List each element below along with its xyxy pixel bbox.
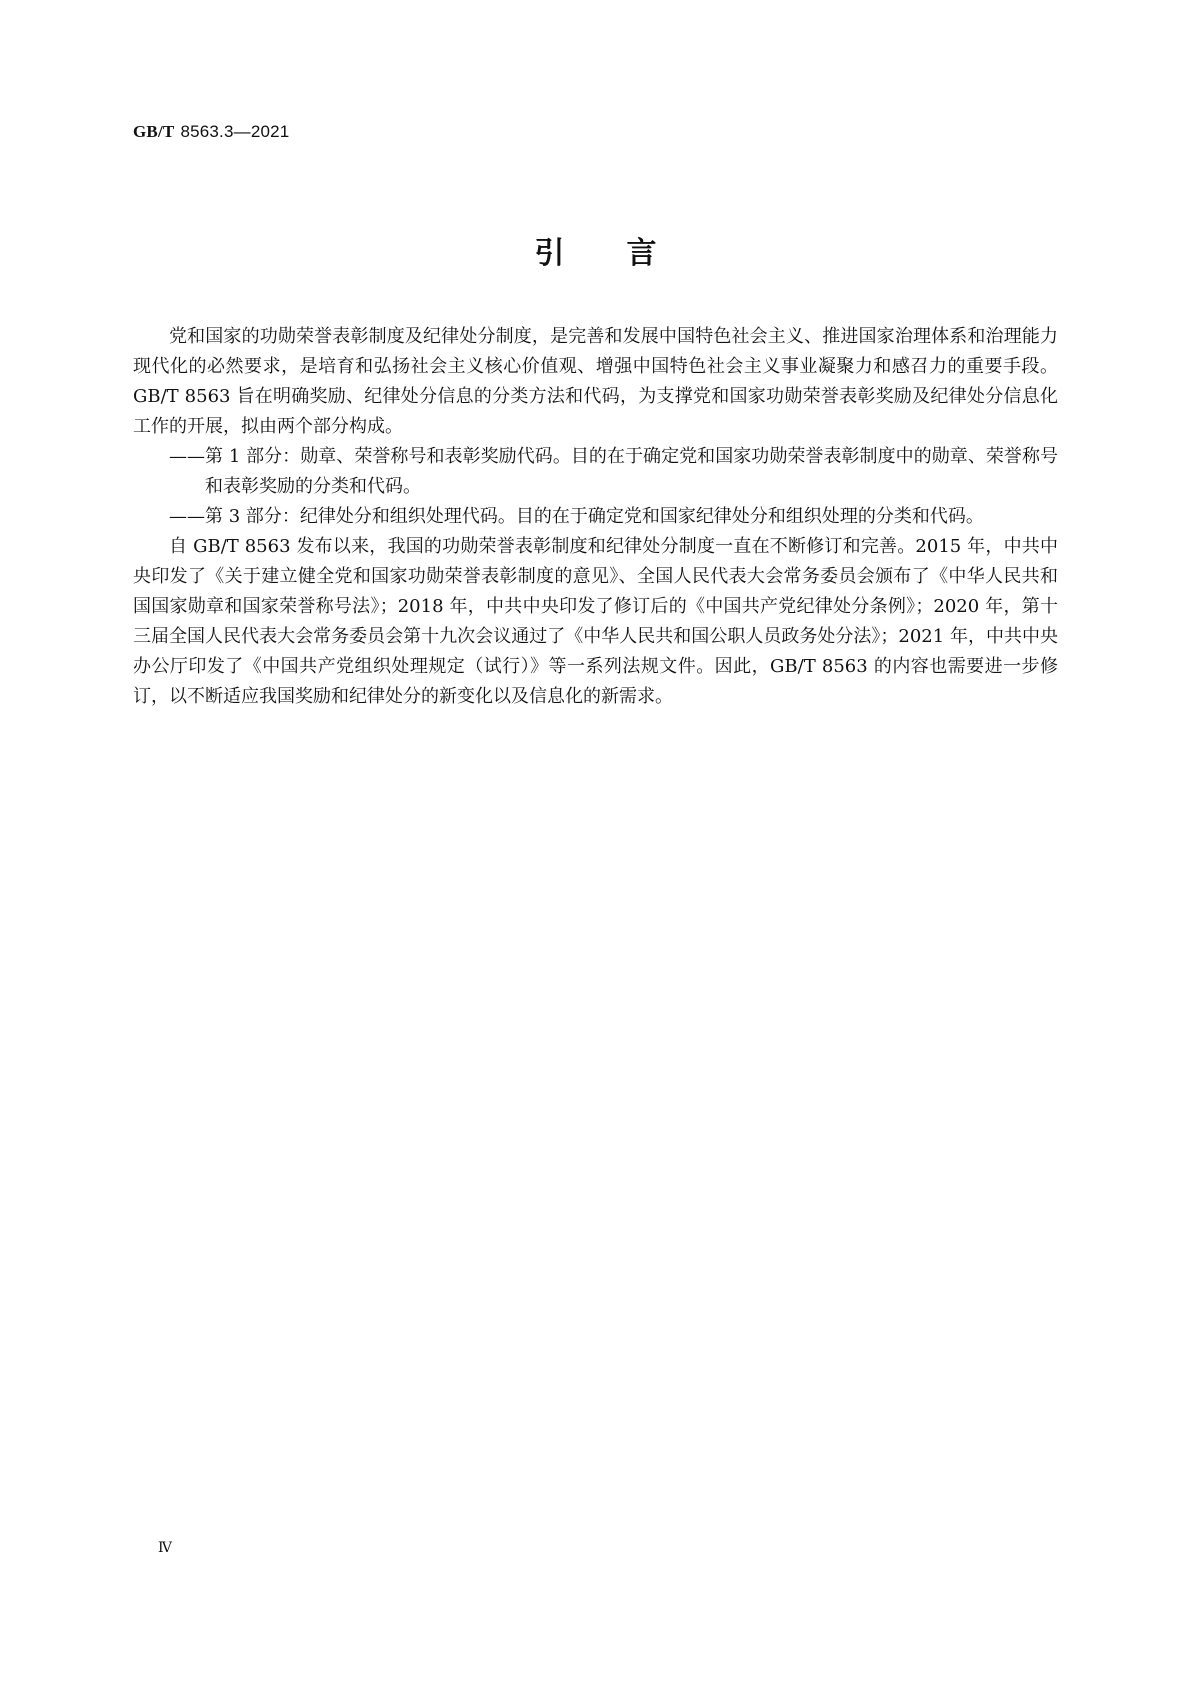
part-1-item: ——第 1 部分：勋章、荣誉称号和表彰奖励代码。目的在于确定党和国家功勋荣誉表彰制度中的勋章、荣誉称号和表彰奖励的分类和代码。 — [169, 446, 1058, 497]
title-char-2: 言 — [626, 236, 657, 271]
part-3-item: ——第 3 部分：纪律处分和组织处理代码。目的在于确定党和国家纪律处分和组织处理的分类和代码。 — [169, 506, 984, 527]
page-title — [0, 228, 1191, 272]
standard-designation — [133, 122, 289, 142]
history-paragraph: 自 GB/T 8563 发布以来，我国的功勋荣誉表彰制度和纪律处分制度一直在不断修订和完善。2015 年，中共中央印发了《关于建立健全党和国家功勋荣誉表彰制度的意见》、全国人民代表大会常务委员会颁布了《中华人民共和国国家勋章和国家荣誉称号法》；2018 年，中共中央印发了修订后的《中国共产党纪律处分条例》；2020 年，第十三届全国人民代表大会常务委员会第十九次会议通过了《中华人民共和国公职人员政务处分法》；2021 年，中共中央办公厅印发了《中国共产党组织处理规定（试行）》等一系列法规文件。因此，GB/T 8563 的内容也需要进一步修订，以不断适应我国奖励和纪律处分的新变化以及信息化的新需求。 — [133, 536, 1058, 707]
intro-paragraph: 党和国家的功勋荣誉表彰制度及纪律处分制度，是完善和发展中国特色社会主义、推进国家治理体系和治理能力现代化的必然要求，是培育和弘扬社会主义核心价值观、增强中国特色社会主义事业凝聚力和感召力的重要手段。GB/T 8563 旨在明确奖励、纪律处分信息的分类方法和代码，为支撑党和国家功勋荣誉表彰奖励及纪律处分信息化工作的开展，拟由两个部分构成。 — [133, 326, 1058, 437]
page-number: Ⅳ — [158, 1541, 172, 1556]
title-char-1: 引 — [534, 236, 565, 271]
standard-number: 8563.3—2021 — [180, 122, 290, 141]
introduction-body — [133, 322, 1058, 712]
standard-prefix: GB/T — [133, 122, 175, 141]
